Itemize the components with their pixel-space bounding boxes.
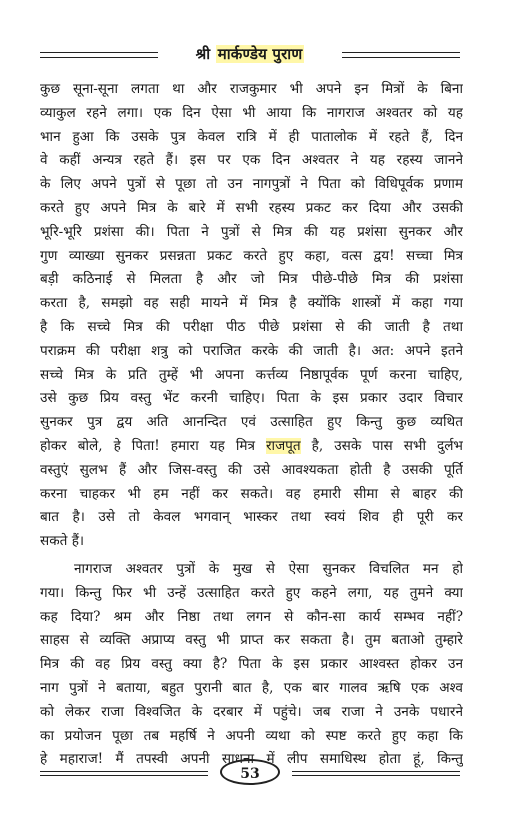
footer-rule-left: [40, 771, 208, 776]
text-line: नाग पुत्रों ने बताया, बहुत पुरानी बात है, एक बार गालव ऋषि एक अश्व: [40, 679, 463, 696]
header-prefix: श्री: [195, 45, 211, 63]
page-body: [40, 78, 463, 772]
footer-rule-right: [292, 771, 460, 776]
text-line: को लेकर राजा विश्वजित के दरबार में पहुंचे। जब राजा ने उनके पधारने: [40, 703, 463, 720]
text-line: सुनकर पुत्र द्वय अति आनन्दित एवं उत्साहित हुए किन्तु कुछ व्यथित: [40, 414, 463, 431]
text-line: करता है, समझो वह सही मायने में मित्र है क्योंकि शास्त्रों में कहा गया: [40, 295, 463, 312]
text-line: वे कहीं अन्यत्र रहते हैं। इस पर एक दिन अश्वतर ने यह रहस्य जानने: [40, 152, 463, 169]
text-line: सकते हैं।: [40, 533, 85, 550]
text-line-with-highlight: [40, 435, 463, 459]
text-line: गया। किन्तु फिर भी उन्हें उत्साहित करते हुए कहने लगा, यह तुमने क्या: [40, 584, 463, 601]
page-footer: [40, 758, 460, 788]
text-line: उसे कुछ प्रिय वस्तु भेंट करनी चाहिए। पिता के इस प्रकार उदार विचार: [40, 390, 463, 407]
text-line: के लिए अपने पुत्रों से पूछा तो उन नागपुत्रों ने पिता को विधिपूर्वक प्रणाम: [40, 176, 463, 193]
line-part: है, उसके पास सभी दुर्लभ: [300, 437, 463, 454]
text-line: मित्र की वह प्रिय वस्तु क्या है? पिता के इस प्रकार आश्वस्त होकर उन: [40, 656, 463, 673]
text-line: बात है। उसे तो केवल भगवान् भास्कर तथा स्वयं शिव ही पूरी कर: [40, 509, 463, 526]
page-number: 53: [220, 759, 280, 785]
text-line: पराक्रम की परीक्षा शत्रु को पराजित करके की जाती है। अत: अपने इतने: [40, 342, 463, 359]
header-rule-right: [342, 52, 460, 58]
text-line: कुछ सूना-सूना लगता था और राजकुमार भी अपने इन मित्रों के बिना: [40, 81, 463, 97]
text-line: है कि सच्चे मित्र की परीक्षा पीठ पीछे प्रशंसा से की जाती है तथा: [40, 318, 463, 335]
text-line: बड़ी कठिनाई से मिलता है और जो मित्र पीछे-पीछे मित्र की प्रशंसा: [40, 271, 463, 288]
text-line: व्याकुल रहने लगा। एक दिन ऐसा भी आया कि नागराज अश्वतर को यह: [40, 104, 463, 121]
text-line: भूरि-भूरि प्रशंसा की। पिता ने पुत्रों से मित्र की यह प्रशंसा सुनकर और: [40, 223, 463, 240]
text-line: वस्तुएं सुलभ हैं और जिस-वस्तु की उसे आवश्यकता होती है उसकी पूर्ति: [40, 461, 463, 478]
text-line: नागराज अश्वतर पुत्रों के मुख से ऐसा सुनकर विचलित मन हो: [74, 560, 463, 577]
running-header: [40, 44, 460, 70]
text-line: साहस से व्यक्ति अप्राप्य वस्तु भी प्राप्त कर सकता है। तुम बताओ तुम्हारे: [40, 632, 463, 649]
text-line: भान हुआ कि उसके पुत्र केवल रात्रि में ही पातालोक में रहते हैं, दिन: [40, 128, 463, 145]
text-line: गुण व्याख्या सुनकर प्रसन्नता प्रकट करते हुए कहा, वत्स द्वय! सच्चा मित्र: [40, 247, 463, 264]
text-line: का प्रयोजन पूछा तब महर्षि ने अपनी व्यथा को स्पष्ट करते हुए कहा कि: [40, 727, 463, 744]
paragraph-2: [40, 558, 463, 772]
text-line: हे महाराज! मैं तपस्वी अपनी साधना में लीप समाधिस्थ होता हूं, किन्तु: [40, 751, 463, 768]
text-line: करना चाहकर भी हम नहीं कर सकते। वह हमारी सीमा से बाहर की: [40, 485, 463, 502]
line-part: होकर बोले, हे पिता! हमारा यह मित्र: [40, 437, 266, 454]
text-line: सच्चे मित्र के प्रति तुम्हें भी अपना कर्त्तव्य निष्ठापूर्वक पूर्ण करना चाहिए,: [40, 366, 463, 383]
paragraph-1: [40, 78, 463, 554]
text-line: कह दिया? श्रम और निष्ठा तथा लगन से कौन-सा कार्य सम्भव नहीं?: [40, 608, 463, 625]
highlighted-word: राजपूत: [266, 437, 301, 454]
book-title: मार्कण्डेय पुराण: [217, 45, 303, 63]
text-line: करते हुए अपने मित्र के बारे में सभी रहस्य प्रकट कर दिया और उसकी: [40, 199, 463, 216]
